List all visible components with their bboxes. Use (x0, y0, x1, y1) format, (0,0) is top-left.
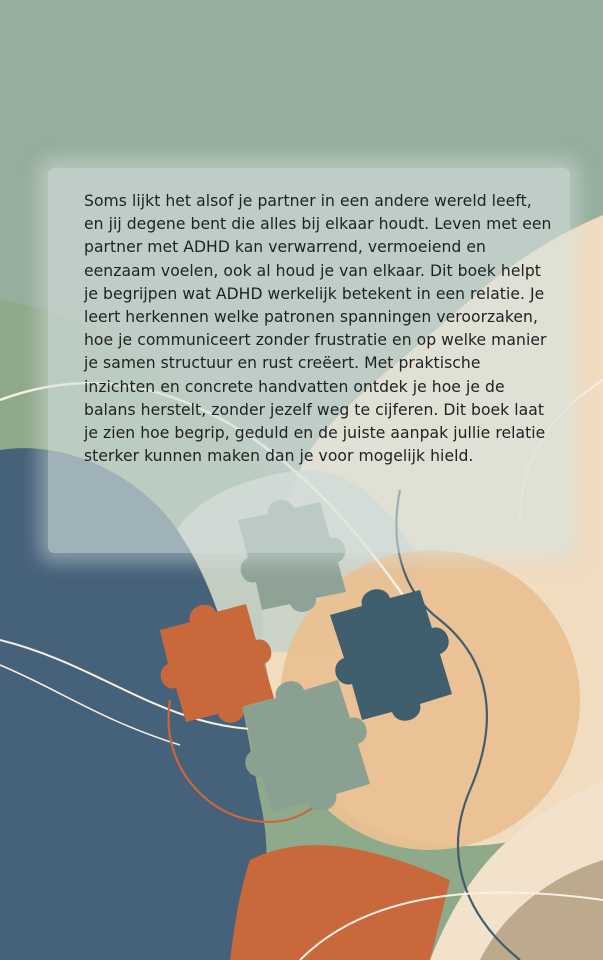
back-cover-blurb: Soms lijkt het alsof je partner in een andere wereld leeft, en jij degene bent die alles bij elkaar houdt. Leven met een partner met ADHD kan verwarrend, vermoeiend en eenzaam voelen, ook al houd je van elkaar. Dit boek helpt je begrijpen wat ADHD werkelijk betekent in een relatie. Je leert herkennen welke patronen spanningen veroorzaken, hoe je communiceert zonder frustratie en op welke manier je samen structuur en rust creëert. Met praktische inzichten en concrete handvatten ontdek je hoe je de balans herstelt, zonder jezelf weg te cijferen. Dit boek laat je zien hoe begrip, geduld en de juiste aanpak jullie relatie sterker kunnen maken dan je voor mogelijk hield. (84, 192, 552, 466)
